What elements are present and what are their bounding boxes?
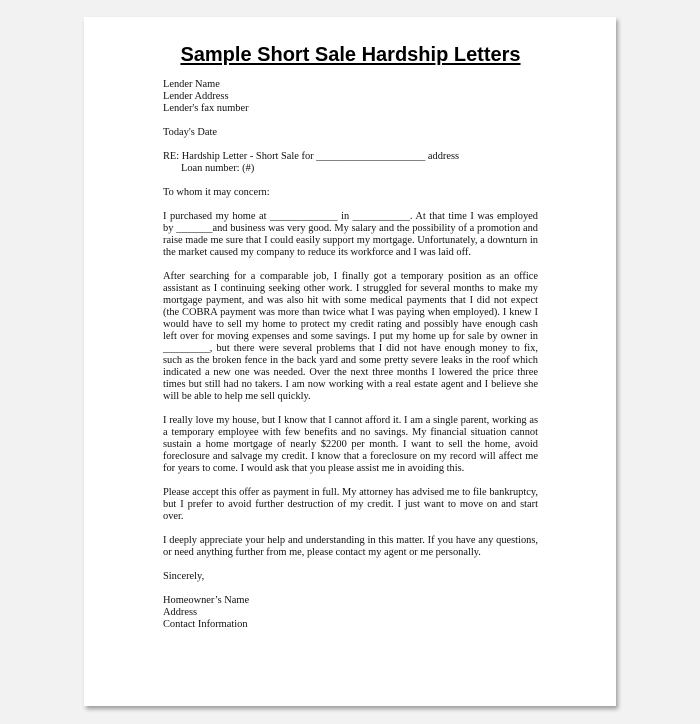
document-title: Sample Short Sale Hardship Letters	[180, 44, 521, 66]
homeowner-name: Homeowner’s Name	[163, 595, 250, 606]
letter-content	[163, 43, 538, 631]
document-page	[84, 17, 616, 706]
homeowner-address: Address	[163, 607, 198, 618]
salutation: To whom it may concern:	[163, 187, 270, 198]
re-line: RE: Hardship Letter - Short Sale for _____________________ address	[163, 151, 460, 162]
signature-block	[163, 595, 538, 631]
lender-name: Lender Name	[163, 79, 220, 90]
paragraph-offer: Please accept this offer as payment in full. My attorney has advised me to file bankruptcy, but I prefer to avoid further destruction of my credit. I just want to move on and start over.	[163, 487, 538, 522]
paragraph-job-search: After searching for a comparable job, I finally got a temporary position as an office assistant as I continuing seeking other work. I struggled for several months to make my mortgage payment, and was also hit with some medical payments that I did not expect (the COBRA payment was more than twice what I was paying when employed). I knew I would have to sell my home to protect my credit rating and possibly have enough cash left over for moving expenses and some savings. I put my home up for sale by owner in _________, but there were several problems that I did not have enough money to fix, such as the broken fence in the back yard and some pretty severe leaks in the roof which indicated a new one was needed. Over the next three months I lowered the price three times but still had no takers. I am now working with a real estate agent and I believe she will be able to help me sell quickly.	[163, 271, 538, 402]
lender-fax: Lender's fax number	[163, 103, 249, 114]
loan-number-line: Loan number: (#)	[181, 163, 255, 174]
lender-block	[163, 79, 538, 115]
date-line: Today's Date	[163, 127, 217, 138]
paragraph-appreciation: I deeply appreciate your help and understanding in this matter. If you have any questions, or need anything further from me, please contact my agent or me personally.	[163, 535, 538, 558]
closing: Sincerely,	[163, 571, 205, 582]
lender-address: Lender Address	[163, 91, 229, 102]
paragraph-employment: I purchased my home at _____________ in ___________. At that time I was employed by _______and business was very good. My salary and the possibility of a promotion and raise made me sure that I could easily support my mortgage. Unfortunately, a downturn in the market caused my company to reduce its workforce and I was laid off.	[163, 211, 538, 258]
contact-information: Contact Information	[163, 619, 248, 630]
re-block	[163, 151, 538, 175]
paragraph-financial-situation: I really love my house, but I know that I cannot afford it. I am a single parent, working as a temporary employee with few benefits and no savings. My financial situation cannot sustain a home mortgage of nearly $2200 per month. I want to sell the home, avoid foreclosure and salvage my credit. I know that a foreclosure on my record will affect me for years to come. I would ask that you please assist me in avoiding this.	[163, 415, 538, 474]
